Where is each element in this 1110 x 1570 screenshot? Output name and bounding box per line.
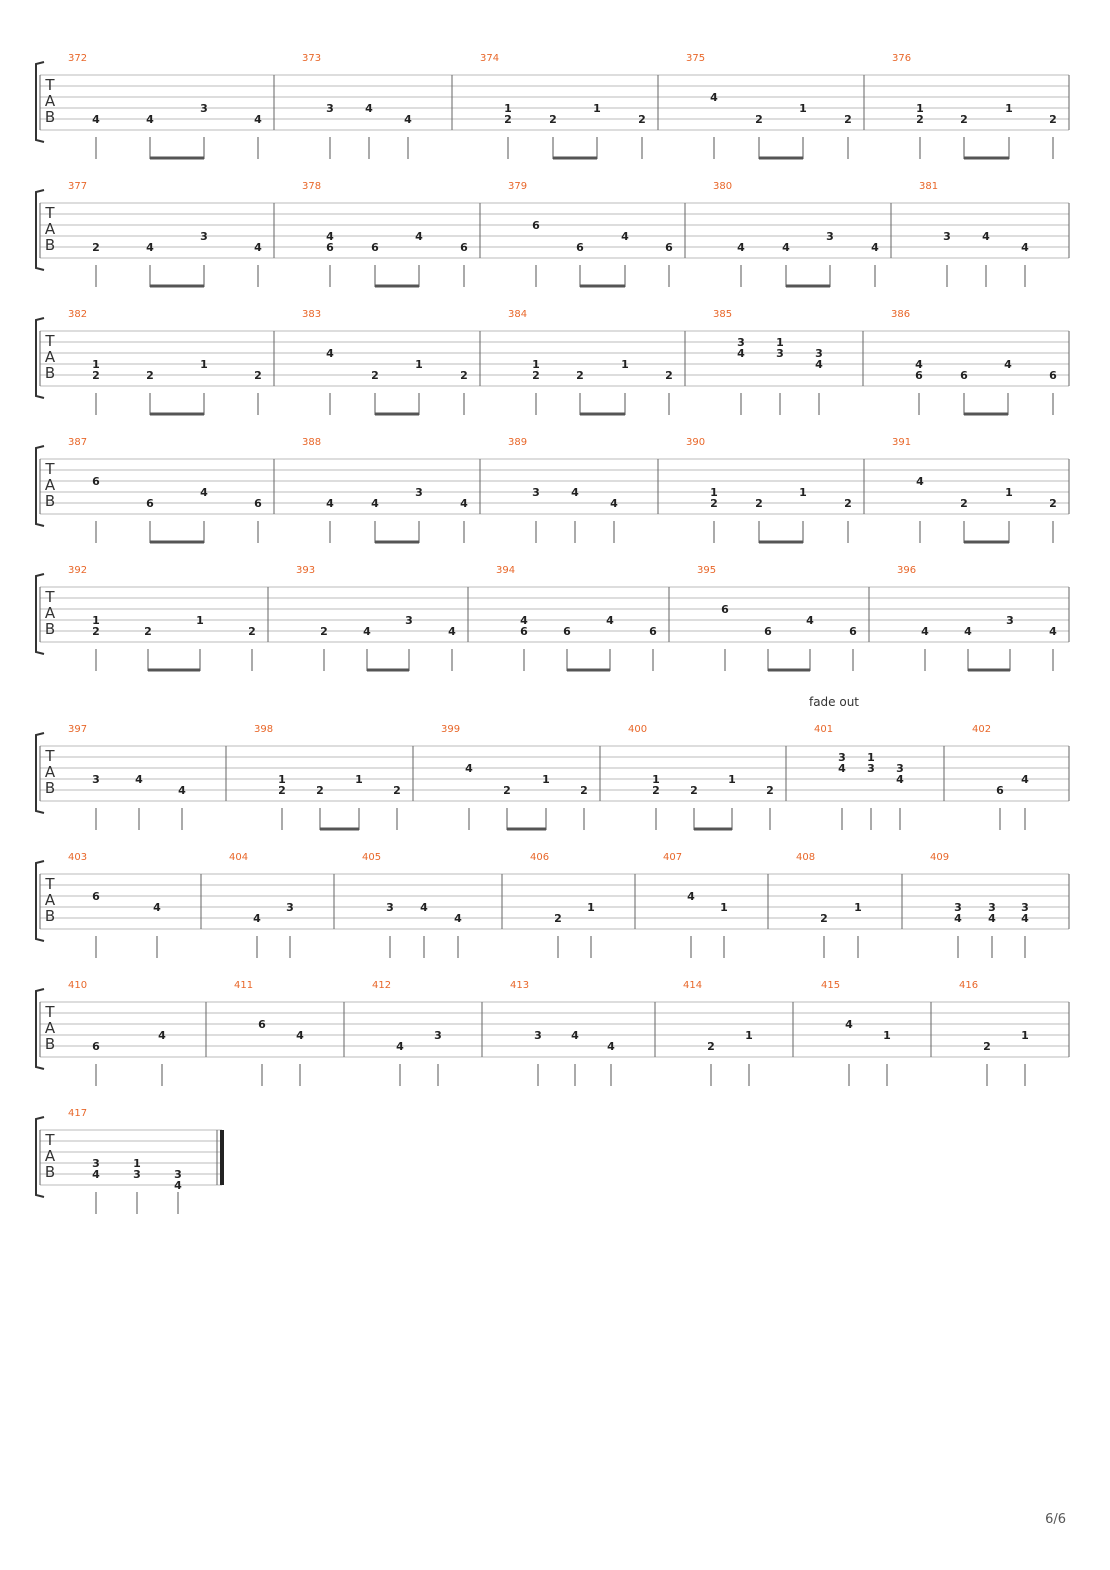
fret-number: 4 [415,230,423,243]
expression-text: fade out [808,695,860,709]
fret-number: 4 [921,625,929,638]
measure-number: 380 [713,181,733,192]
fret-number: 2 [844,497,852,510]
measure-number: 414 [683,980,703,991]
tab-clef-letter: T [45,875,55,893]
fret-number: 4 [520,614,528,627]
fret-number: 2 [638,113,646,126]
fret-number: 1 [542,773,550,786]
fret-number: 3 [92,1157,100,1170]
fret-number: 3 [200,102,208,115]
tab-clef-letter: A [44,1019,56,1037]
measure-number: 399 [441,724,461,735]
tab-clef-letter: B [44,620,56,638]
measure-number: 405 [362,852,382,863]
fret-number: 1 [355,773,363,786]
tab-clef-letter: T [45,76,55,94]
fret-number: 4 [363,625,371,638]
tab-clef-letter: B [44,492,56,510]
fret-number: 3 [838,751,846,764]
fret-number: 4 [988,912,996,925]
fret-number: 2 [316,784,324,797]
fret-number: 1 [799,486,807,499]
measure-number: 400 [628,724,648,735]
fret-number: 4 [448,625,456,638]
measure-number: 382 [68,309,88,320]
tab-clef-letter: A [44,220,56,238]
fret-number: 4 [92,1168,100,1181]
tab-clef-letter: B [44,907,56,925]
fret-number: 3 [534,1029,542,1042]
systems-layer [36,53,1069,1214]
fret-number: 4 [396,1040,404,1053]
measure-number: 378 [302,181,322,192]
fret-number: 4 [621,230,629,243]
fret-number: 4 [954,912,962,925]
measure-number: 376 [892,53,912,64]
measure-number: 407 [663,852,683,863]
fret-number: 2 [960,497,968,510]
measure-number: 412 [372,980,392,991]
tab-clef-letter: B [44,108,56,126]
measure-number: 401 [814,724,834,735]
fret-number: 2 [532,369,540,382]
fret-number: 2 [766,784,774,797]
measure-number: 396 [897,565,917,576]
fret-number: 1 [1021,1029,1029,1042]
fret-number: 4 [1049,625,1057,638]
fret-number: 3 [954,901,962,914]
fret-number: 1 [728,773,736,786]
fret-number: 2 [393,784,401,797]
fret-number: 1 [415,358,423,371]
tab-system [36,565,1069,671]
fret-number: 2 [144,625,152,638]
tab-clef-letter: A [44,891,56,909]
fret-number: 4 [687,890,695,903]
fret-number: 2 [503,784,511,797]
fret-number: 4 [174,1179,182,1192]
fret-number: 4 [737,347,745,360]
measure-number: 384 [508,309,528,320]
fret-number: 4 [326,230,334,243]
fret-number: 2 [652,784,660,797]
measure-number: 385 [713,309,733,320]
fret-number: 4 [158,1029,166,1042]
fret-number: 4 [915,358,923,371]
fret-number: 1 [504,102,512,115]
fret-number: 4 [254,113,262,126]
fret-number: 4 [1021,241,1029,254]
fret-number: 4 [871,241,879,254]
fret-number: 2 [254,369,262,382]
measure-number: 416 [959,980,979,991]
measure-number: 411 [234,980,254,991]
fret-number: 1 [196,614,204,627]
tab-clef-letter: T [45,747,55,765]
fret-number: 4 [610,497,618,510]
tab-clef-letter: T [45,588,55,606]
measure-number: 375 [686,53,706,64]
fret-number: 2 [92,625,100,638]
fret-number: 4 [178,784,186,797]
measure-number: 415 [821,980,841,991]
fret-number: 6 [665,241,673,254]
fret-number: 6 [996,784,1004,797]
fret-number: 6 [326,241,334,254]
fret-number: 4 [964,625,972,638]
tab-system [36,852,1069,958]
fret-number: 6 [563,625,571,638]
fret-number: 2 [549,113,557,126]
fret-number: 1 [776,336,784,349]
fret-number: 3 [943,230,951,243]
fret-number: 2 [710,497,718,510]
fret-number: 2 [916,113,924,126]
fret-number: 2 [146,369,154,382]
measure-number: 398 [254,724,274,735]
fret-number: 4 [146,241,154,254]
fret-number: 1 [200,358,208,371]
measure-number: 392 [68,565,88,576]
fret-number: 4 [420,901,428,914]
tab-clef-letter: T [45,332,55,350]
fret-number: 2 [92,241,100,254]
fret-number: 4 [200,486,208,499]
fret-number: 4 [92,113,100,126]
fret-number: 1 [854,901,862,914]
measure-number: 403 [68,852,88,863]
fret-number: 6 [146,497,154,510]
fret-number: 6 [960,369,968,382]
fret-number: 2 [690,784,698,797]
fret-number: 2 [707,1040,715,1053]
fret-number: 3 [815,347,823,360]
measure-number: 402 [972,724,992,735]
fret-number: 3 [286,901,294,914]
fret-number: 2 [554,912,562,925]
fret-number: 2 [320,625,328,638]
fret-number: 3 [737,336,745,349]
fret-number: 4 [838,762,846,775]
fret-number: 2 [960,113,968,126]
fret-number: 4 [371,497,379,510]
measure-number: 390 [686,437,706,448]
fret-number: 2 [278,784,286,797]
fret-number: 4 [737,241,745,254]
fret-number: 4 [460,497,468,510]
tab-clef-letter: B [44,364,56,382]
fret-number: 1 [710,486,718,499]
fret-number: 1 [1005,102,1013,115]
fret-number: 6 [520,625,528,638]
tab-clef-letter: B [44,1163,56,1181]
tab-clef-letter: T [45,1003,55,1021]
fret-number: 3 [92,773,100,786]
fret-number: 6 [92,475,100,488]
fret-number: 4 [365,102,373,115]
tab-clef-letter: A [44,763,56,781]
tab-system [36,980,1069,1086]
fret-number: 3 [405,614,413,627]
fret-number: 6 [460,241,468,254]
fret-number: 4 [465,762,473,775]
measure-number: 417 [68,1108,88,1119]
tab-clef-letter: A [44,604,56,622]
measure-number: 408 [796,852,816,863]
fret-number: 4 [254,241,262,254]
tab-clef-letter: A [44,92,56,110]
measure-number: 379 [508,181,528,192]
fret-number: 4 [782,241,790,254]
fret-number: 2 [665,369,673,382]
fret-number: 1 [133,1157,141,1170]
fret-number: 6 [649,625,657,638]
fret-number: 4 [806,614,814,627]
fret-number: 3 [1021,901,1029,914]
fret-number: 3 [1006,614,1014,627]
fret-number: 2 [1049,113,1057,126]
fret-number: 1 [92,614,100,627]
fret-number: 3 [386,901,394,914]
fret-number: 6 [371,241,379,254]
tab-clef-letter: T [45,460,55,478]
fret-number: 2 [580,784,588,797]
fret-number: 1 [587,901,595,914]
fret-number: 2 [1049,497,1057,510]
fret-number: 3 [133,1168,141,1181]
fret-number: 1 [532,358,540,371]
fret-number: 2 [755,113,763,126]
fret-number: 4 [146,113,154,126]
measure-number: 395 [697,565,717,576]
fret-number: 4 [896,773,904,786]
tab-clef-letter: A [44,1147,56,1165]
tab-system [36,181,1069,287]
fret-number: 4 [607,1040,615,1053]
measure-number: 391 [892,437,912,448]
fret-number: 6 [254,497,262,510]
measure-number: 377 [68,181,88,192]
fret-number: 1 [799,102,807,115]
fret-number: 6 [764,625,772,638]
fret-number: 4 [982,230,990,243]
fret-number: 3 [434,1029,442,1042]
fret-number: 3 [988,901,996,914]
fret-number: 2 [820,912,828,925]
tab-clef-letter: T [45,1131,55,1149]
fret-number: 3 [896,762,904,775]
fret-number: 3 [174,1168,182,1181]
fret-number: 4 [815,358,823,371]
fret-number: 1 [867,751,875,764]
fret-number: 2 [248,625,256,638]
fret-number: 2 [983,1040,991,1053]
fret-number: 4 [916,475,924,488]
fret-number: 1 [745,1029,753,1042]
fret-number: 2 [504,113,512,126]
fret-number: 3 [415,486,423,499]
fret-number: 2 [371,369,379,382]
tab-clef-letter: T [45,204,55,222]
tab-system [36,1108,222,1214]
page-number: 6/6 [1045,1512,1066,1527]
fret-number: 6 [532,219,540,232]
fret-number: 4 [253,912,261,925]
fret-number: 4 [1021,773,1029,786]
fret-number: 6 [849,625,857,638]
fret-number: 4 [404,113,412,126]
tab-system [36,309,1069,415]
tab-system [36,695,1069,830]
fret-number: 2 [92,369,100,382]
measure-number: 410 [68,980,88,991]
fret-number: 4 [1021,912,1029,925]
fret-number: 2 [576,369,584,382]
fret-number: 1 [916,102,924,115]
fret-number: 4 [606,614,614,627]
fret-number: 4 [296,1029,304,1042]
measure-number: 409 [930,852,950,863]
fret-number: 4 [326,497,334,510]
fret-number: 1 [1005,486,1013,499]
tab-clef-letter: A [44,476,56,494]
fret-number: 2 [460,369,468,382]
tab-clef-letter: A [44,348,56,366]
tab-system [36,53,1069,159]
measure-number: 381 [919,181,939,192]
measure-number: 393 [296,565,316,576]
fret-number: 6 [915,369,923,382]
fret-number: 3 [826,230,834,243]
measure-number: 394 [496,565,516,576]
fret-number: 4 [326,347,334,360]
fret-number: 4 [845,1018,853,1031]
measure-number: 386 [891,309,911,320]
tab-clef-letter: B [44,1035,56,1053]
fret-number: 3 [776,347,784,360]
fret-number: 1 [278,773,286,786]
measure-number: 404 [229,852,249,863]
fret-number: 3 [867,762,875,775]
fret-number: 6 [1049,369,1057,382]
fret-number: 6 [92,890,100,903]
fret-number: 1 [720,901,728,914]
fret-number: 3 [200,230,208,243]
fret-number: 6 [258,1018,266,1031]
measure-number: 397 [68,724,88,735]
fret-number: 4 [571,1029,579,1042]
fret-number: 1 [652,773,660,786]
measure-number: 406 [530,852,550,863]
fret-number: 3 [326,102,334,115]
fret-number: 4 [135,773,143,786]
measure-number: 374 [480,53,500,64]
measure-number: 413 [510,980,530,991]
fret-number: 4 [454,912,462,925]
fret-number: 1 [621,358,629,371]
fret-number: 4 [153,901,161,914]
fret-number: 6 [721,603,729,616]
measure-number: 373 [302,53,322,64]
fret-number: 4 [571,486,579,499]
measure-number: 387 [68,437,88,448]
measure-number: 388 [302,437,322,448]
measure-number: 389 [508,437,528,448]
measure-number: 383 [302,309,322,320]
fret-number: 4 [1004,358,1012,371]
fret-number: 1 [593,102,601,115]
fret-number: 1 [883,1029,891,1042]
fret-number: 6 [576,241,584,254]
tab-system [36,437,1069,543]
fret-number: 2 [755,497,763,510]
tab-clef-letter: B [44,779,56,797]
measure-number: 372 [68,53,88,64]
fret-number: 6 [92,1040,100,1053]
fret-number: 4 [710,91,718,104]
fret-number: 3 [532,486,540,499]
fret-number: 2 [844,113,852,126]
tab-clef-letter: B [44,236,56,254]
fret-number: 1 [92,358,100,371]
